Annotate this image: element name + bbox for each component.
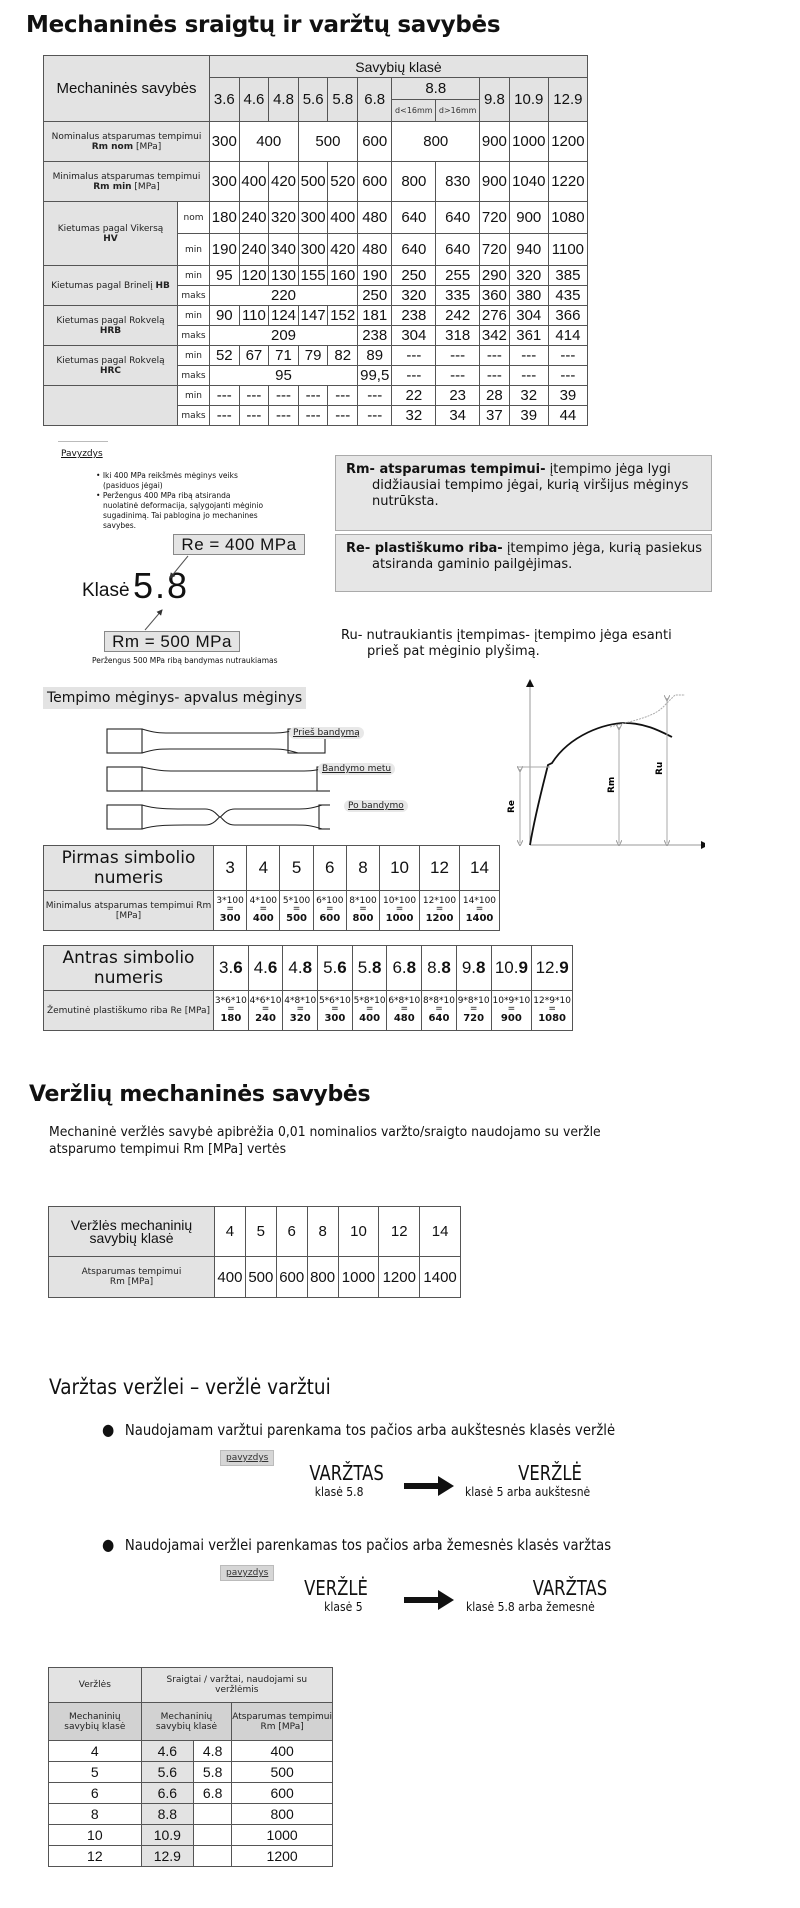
cell: 10 <box>338 1207 379 1257</box>
cell: 8*100 = 800 <box>346 891 379 931</box>
cell: 8 <box>307 1207 338 1257</box>
cell: 800 <box>307 1257 338 1298</box>
cell: 39 <box>548 386 587 406</box>
cell: 32 <box>392 406 436 426</box>
row-label-hb: Kietumas pagal Brinelį HB <box>44 266 178 306</box>
cell: 255 <box>436 266 480 286</box>
cell: 250 <box>358 286 392 306</box>
class-header: 10.9 <box>509 78 548 122</box>
bolt-properties-table <box>43 55 588 426</box>
cell: --- <box>358 386 392 406</box>
example-bullets <box>96 471 266 531</box>
cell: 342 <box>480 326 510 346</box>
cell: 320 <box>509 266 548 286</box>
rule-2: ● Naudojamai veržlei parenkamas tos pačios arba žemesnės klasės varžtas <box>102 1535 612 1554</box>
second-symbol-header: Antras simbolio numeris <box>44 946 214 991</box>
nut-class-header: Veržlės mechaninių savybių klasė <box>49 1207 215 1257</box>
cell: 435 <box>548 286 587 306</box>
cell: 1040 <box>509 162 548 202</box>
ex1-right-title: VERŽLĖ <box>518 1461 582 1485</box>
group-header: Savybių klasė <box>210 56 588 78</box>
example-tag-2: pavyzdys <box>220 1565 274 1581</box>
label-before-test: Prieš bandymą <box>289 727 364 739</box>
page-title: Mechaninės sraigtų ir varžtų savybės <box>26 12 501 38</box>
cell: 240 <box>239 234 269 266</box>
list-item: • Peržengus 400 MPa ribą atsiranda nuolatinė deformacija, sąlygojanti mėginio sugadinimą. Tai pablogina jo mechanines savybes. <box>96 491 264 530</box>
cell: 5.8 <box>194 1762 232 1783</box>
cell: 900 <box>509 202 548 234</box>
cell: 4*100 = 400 <box>247 891 280 931</box>
cell: 900 <box>480 122 510 162</box>
header-nut: Veržlės <box>49 1668 142 1703</box>
cell: 190 <box>210 234 240 266</box>
cell: 32 <box>509 386 548 406</box>
bolt-nut-match-table <box>48 1667 333 1867</box>
cell: 120 <box>239 266 269 286</box>
cell: 6 <box>313 846 346 891</box>
section3-title: Varžtas veržlei – veržlė varžtui <box>49 1375 331 1399</box>
cell: 209 <box>210 326 358 346</box>
header-bolt-class: Mechaninių savybių klasė <box>141 1703 232 1741</box>
cell: 14*100 = 1400 <box>459 891 499 931</box>
example-footnote: Peržengus 500 MPa ribą bandymas nutraukiamas <box>92 656 278 665</box>
cell: 420 <box>328 234 358 266</box>
subclass-header: d<16mm <box>392 100 436 122</box>
cell: 4.6 <box>248 946 283 991</box>
cell: 640 <box>392 202 436 234</box>
row-label-hv: Kietumas pagal Vikersą HV <box>44 202 178 266</box>
cell: 360 <box>480 286 510 306</box>
cell: 14 <box>459 846 499 891</box>
label-after-test: Po bandymo <box>344 800 408 812</box>
sub-label: min <box>178 306 210 326</box>
ru-label: Ru <box>655 761 665 775</box>
cell: 640 <box>436 234 480 266</box>
cell: 600 <box>358 122 392 162</box>
cell: 640 <box>436 202 480 234</box>
cell: 304 <box>509 306 548 326</box>
arrow-right-icon <box>404 1476 456 1496</box>
cell: 900 <box>480 162 510 202</box>
cell: --- <box>548 346 587 366</box>
cell: --- <box>239 386 269 406</box>
cell: 400 <box>239 162 269 202</box>
sub-label: maks <box>178 366 210 386</box>
cell: --- <box>392 346 436 366</box>
class-header: 8.8 <box>392 78 480 100</box>
cell: 8 <box>49 1804 142 1825</box>
subclass-header: d>16mm <box>436 100 480 122</box>
cell: 1000 <box>338 1257 379 1298</box>
cell: 5 <box>245 1207 276 1257</box>
class-header: 12.9 <box>548 78 587 122</box>
section2-intro: Mechaninė veržlės savybė apibrėžia 0,01 nominalios varžto/sraigto naudojamo su veržle atsparumo tempimui Rm [MPa] vertės <box>49 1124 601 1157</box>
cell: 5.8 <box>352 946 387 991</box>
cell: 5*100 = 500 <box>280 891 313 931</box>
table-corner: Mechaninės savybės <box>44 56 210 122</box>
cell: 400 <box>232 1741 333 1762</box>
ex1-right-sub: klasė 5 arba aukštesnė <box>465 1485 591 1499</box>
rule-1: ● Naudojamam varžtui parenkama tos pačios arba aukštesnės klasės veržlė <box>102 1420 616 1439</box>
cell <box>194 1846 232 1867</box>
cell: 181 <box>358 306 392 326</box>
cell: 110 <box>239 306 269 326</box>
cell: 318 <box>436 326 480 346</box>
first-symbol-header: Pirmas simbolio numeris <box>44 846 214 891</box>
ex2-left-title: VERŽLĖ <box>304 1576 368 1600</box>
cell: 10.9 <box>141 1825 193 1846</box>
cell: 34 <box>436 406 480 426</box>
header-rm: Atsparumas tempimui Rm [MPa] <box>232 1703 333 1741</box>
cell: --- <box>328 406 358 426</box>
cell: 6*100 = 600 <box>313 891 346 931</box>
cell: --- <box>509 346 548 366</box>
cell: 6 <box>49 1783 142 1804</box>
cell: 304 <box>392 326 436 346</box>
cell: 147 <box>298 306 328 326</box>
ex1-left-sub: klasė 5.8 <box>314 1485 364 1499</box>
cell: 1400 <box>420 1257 461 1298</box>
cell: 1080 <box>548 202 587 234</box>
cell: 220 <box>210 286 358 306</box>
cell: 12*9*10 = 1080 <box>532 991 573 1031</box>
bullet-icon: ● <box>102 1420 115 1439</box>
cell: 9.8 <box>456 946 491 991</box>
cell: 10 <box>49 1825 142 1846</box>
cell: 6*8*10 = 480 <box>387 991 422 1031</box>
cell: 500 <box>298 162 328 202</box>
cell: 800 <box>232 1804 333 1825</box>
cell: 500 <box>245 1257 276 1298</box>
cell: --- <box>480 366 510 386</box>
cell: --- <box>210 386 240 406</box>
cell: 6 <box>276 1207 307 1257</box>
rm-value-box: Rm = 500 MPa <box>104 631 240 652</box>
cell: 160 <box>328 266 358 286</box>
cell: 8 <box>346 846 379 891</box>
cell: 6.8 <box>194 1783 232 1804</box>
arrow-icons <box>130 550 230 635</box>
label-during-test: Bandymo metu <box>318 763 395 775</box>
cell: 14 <box>420 1207 461 1257</box>
row-label-hrb: Kietumas pagal Rokvelą HRB <box>44 306 178 346</box>
cell: 940 <box>509 234 548 266</box>
cell: --- <box>210 406 240 426</box>
ex2-left-sub: klasė 5 <box>324 1600 363 1614</box>
cell: 4*8*10 = 320 <box>283 991 318 1031</box>
cell: 82 <box>328 346 358 366</box>
cell: 9*8*10 = 720 <box>456 991 491 1031</box>
cell: 10 <box>380 846 420 891</box>
row-label-empty <box>44 386 178 426</box>
cell: 10.9 <box>491 946 532 991</box>
cell: 12.9 <box>141 1846 193 1867</box>
sub-label: nom <box>178 202 210 234</box>
cell: 640 <box>392 234 436 266</box>
cell: 414 <box>548 326 587 346</box>
cell: --- <box>436 346 480 366</box>
cell: 23 <box>436 386 480 406</box>
cell: 1000 <box>232 1825 333 1846</box>
cell: 320 <box>269 202 299 234</box>
cell: 276 <box>480 306 510 326</box>
example-heading: Pavyzdys <box>61 449 103 459</box>
class-header: 4.8 <box>269 78 299 122</box>
cell: 3.6 <box>214 946 249 991</box>
cell: 95 <box>210 266 240 286</box>
re-value-box: Re = 400 MPa <box>173 534 305 555</box>
cell: 90 <box>210 306 240 326</box>
cell: 520 <box>328 162 358 202</box>
ex2-right-title: VARŽTAS <box>532 1576 608 1600</box>
cell: 5*8*10 = 400 <box>352 991 387 1031</box>
cell: 155 <box>298 266 328 286</box>
cell: 400 <box>239 122 298 162</box>
sub-label: min <box>178 266 210 286</box>
cell: 79 <box>298 346 328 366</box>
example-tag-1: pavyzdys <box>220 1450 274 1466</box>
cell: 480 <box>358 234 392 266</box>
cell: 5 <box>49 1762 142 1783</box>
class-header: 9.8 <box>480 78 510 122</box>
cell: 320 <box>392 286 436 306</box>
cell: 12 <box>49 1846 142 1867</box>
cell: 385 <box>548 266 587 286</box>
cell: 4.8 <box>283 946 318 991</box>
divider <box>58 441 108 442</box>
cell: 12*100 = 1200 <box>420 891 460 931</box>
cell: 300 <box>210 122 240 162</box>
cell: 152 <box>328 306 358 326</box>
cell: 420 <box>269 162 299 202</box>
cell: --- <box>269 406 299 426</box>
cell: 250 <box>392 266 436 286</box>
cell: 3 <box>214 846 247 891</box>
definition-rm: Rm- atsparumas tempimui- įtempimo jėga lygi didžiausiai tempimo jėgai, kurią viršijus mėginys nutrūksta. <box>335 455 712 531</box>
cell: 1200 <box>379 1257 420 1298</box>
cell: 37 <box>480 406 510 426</box>
nut-rm-label: Atsparumas tempimui Rm [MPa] <box>49 1257 215 1298</box>
cell: 28 <box>480 386 510 406</box>
cell: --- <box>436 366 480 386</box>
ex2-right-sub: klasė 5.8 arba žemesnė <box>466 1600 595 1614</box>
cell: 290 <box>480 266 510 286</box>
sub-label: maks <box>178 286 210 306</box>
header-nut-class: Mechaninių savybių klasė <box>49 1703 142 1741</box>
sub-label: min <box>178 234 210 266</box>
cell: 600 <box>276 1257 307 1298</box>
cell: 99,5 <box>358 366 392 386</box>
cell: 4*6*10 = 240 <box>248 991 283 1031</box>
cell: 89 <box>358 346 392 366</box>
rm-label: Rm <box>607 776 617 793</box>
cell: 52 <box>210 346 240 366</box>
cell: 340 <box>269 234 299 266</box>
cell: 720 <box>480 234 510 266</box>
first-symbol-row-label: Minimalus atsparumas tempimui Rm [MPa] <box>44 891 214 931</box>
cell: 300 <box>298 202 328 234</box>
cell: 10*9*10 = 900 <box>491 991 532 1031</box>
section2-title: Veržlių mechaninės savybės <box>29 1082 371 1107</box>
cell: 44 <box>548 406 587 426</box>
cell <box>194 1825 232 1846</box>
sub-label: min <box>178 346 210 366</box>
cell: 67 <box>239 346 269 366</box>
cell: 22 <box>392 386 436 406</box>
cell: 500 <box>298 122 357 162</box>
cell: 39 <box>509 406 548 426</box>
re-label: Re <box>507 799 517 813</box>
cell: 361 <box>509 326 548 346</box>
arrow-right-icon <box>404 1590 456 1610</box>
cell: 1200 <box>548 122 587 162</box>
cell: 4 <box>247 846 280 891</box>
stress-strain-diagram <box>505 675 705 860</box>
class-label: Klasė <box>82 580 130 601</box>
cell: 238 <box>392 306 436 326</box>
cell: 380 <box>509 286 548 306</box>
cell: --- <box>239 406 269 426</box>
cell: 3*100 = 300 <box>214 891 247 931</box>
cell <box>194 1804 232 1825</box>
cell: 95 <box>210 366 358 386</box>
cell: 10*100 = 1000 <box>380 891 420 931</box>
cell: 300 <box>210 162 240 202</box>
row-label-hrc: Kietumas pagal Rokvelą HRC <box>44 346 178 386</box>
cell: 5 <box>280 846 313 891</box>
cell: 71 <box>269 346 299 366</box>
cell: 1220 <box>548 162 587 202</box>
cell: 4.8 <box>194 1741 232 1762</box>
cell: 830 <box>436 162 480 202</box>
cell: 720 <box>480 202 510 234</box>
cell: 1000 <box>509 122 548 162</box>
cell: 800 <box>392 162 436 202</box>
cell: 8.8 <box>141 1804 193 1825</box>
sub-label: min <box>178 386 210 406</box>
cell: 12.9 <box>532 946 573 991</box>
class-header: 5.8 <box>328 78 358 122</box>
cell: 6.6 <box>141 1783 193 1804</box>
cell: 600 <box>358 162 392 202</box>
cell: 800 <box>392 122 480 162</box>
definition-re: Re- plastiškumo riba- įtempimo jėga, kurią pasiekus atsiranda gaminio pailgėjimas. <box>335 534 712 592</box>
cell: 130 <box>269 266 299 286</box>
cell: 335 <box>436 286 480 306</box>
specimen-drawing <box>100 725 330 835</box>
class-header: 5.6 <box>298 78 328 122</box>
cell: 180 <box>210 202 240 234</box>
cell: --- <box>480 346 510 366</box>
specimen-title: Tempimo mėginys- apvalus mėginys <box>43 687 306 709</box>
ex1-left: VARŽTAS <box>309 1461 384 1485</box>
cell: 4.6 <box>141 1741 193 1762</box>
cell: 4 <box>49 1741 142 1762</box>
cell: 240 <box>239 202 269 234</box>
row-label-rm-nom: Nominalus atsparumas tempimui Rm nom [MPa] <box>44 122 210 162</box>
cell: 1200 <box>232 1846 333 1867</box>
sub-label: maks <box>178 406 210 426</box>
cell: 8*8*10 = 640 <box>422 991 457 1031</box>
cell: 480 <box>358 202 392 234</box>
class-header: 4.6 <box>239 78 269 122</box>
class-header: 6.8 <box>358 78 392 122</box>
cell: 242 <box>436 306 480 326</box>
row-label-rm-min: Minimalus atsparumas tempimui Rm min [MPa] <box>44 162 210 202</box>
cell: 5*6*10 = 300 <box>318 991 353 1031</box>
cell: 300 <box>298 234 328 266</box>
cell: 600 <box>232 1783 333 1804</box>
cell: 5.6 <box>141 1762 193 1783</box>
cell: 1100 <box>548 234 587 266</box>
sub-label: maks <box>178 326 210 346</box>
cell: 12 <box>420 846 460 891</box>
cell: 12 <box>379 1207 420 1257</box>
cell: --- <box>298 406 328 426</box>
cell: 8.8 <box>422 946 457 991</box>
cell: 190 <box>358 266 392 286</box>
cell: --- <box>509 366 548 386</box>
cell: --- <box>328 386 358 406</box>
cell: 500 <box>232 1762 333 1783</box>
class-header: 3.6 <box>210 78 240 122</box>
cell: 6.8 <box>387 946 422 991</box>
first-symbol-table <box>43 845 500 931</box>
cell: 3*6*10 = 180 <box>214 991 249 1031</box>
cell: 238 <box>358 326 392 346</box>
cell: 366 <box>548 306 587 326</box>
second-symbol-row-label: Žemutinė plastiškumo riba Re [MPa] <box>44 991 214 1031</box>
cell: --- <box>269 386 299 406</box>
definition-ru: Ru- nutraukiantis įtempimas- įtempimo jėga esanti prieš pat mėginio plyšimą. <box>341 628 672 659</box>
cell: --- <box>392 366 436 386</box>
cell: --- <box>548 366 587 386</box>
second-symbol-table <box>43 945 573 1031</box>
cell: 400 <box>215 1257 246 1298</box>
header-bolts: Sraigtai / varžtai, naudojami su veržlėmis <box>141 1668 332 1703</box>
nut-class-table <box>48 1206 461 1298</box>
class-value: 5.8 <box>133 565 190 606</box>
cell: 124 <box>269 306 299 326</box>
cell: --- <box>358 406 392 426</box>
cell: --- <box>298 386 328 406</box>
cell: 4 <box>215 1207 246 1257</box>
cell: 5.6 <box>318 946 353 991</box>
bullet-icon: ● <box>102 1535 115 1554</box>
list-item: • Iki 400 MPa reikšmės mėginys veiks (pasiduos jėgai) <box>96 471 238 490</box>
cell: 400 <box>328 202 358 234</box>
